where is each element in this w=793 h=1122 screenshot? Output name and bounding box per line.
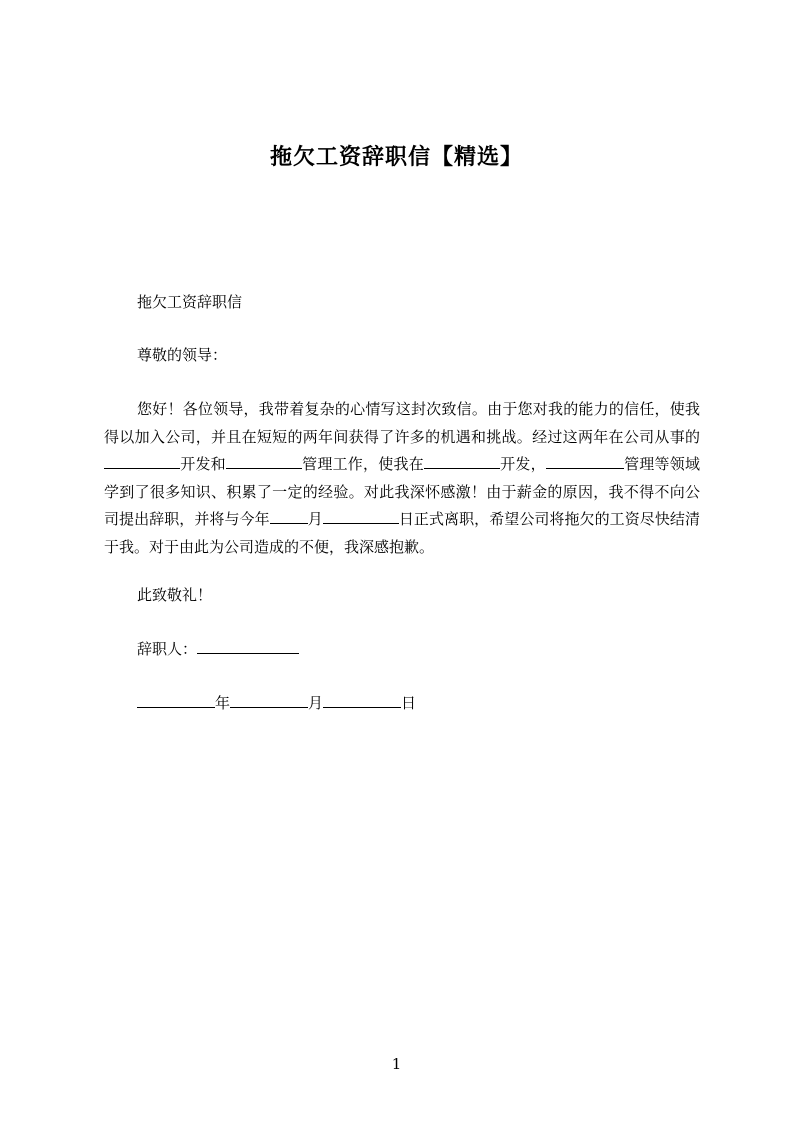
date-line (137, 692, 416, 713)
month-blank (230, 693, 308, 708)
salutation: 尊敬的领导： (137, 346, 228, 364)
date-year-label: 年 (215, 694, 231, 712)
blank-field (104, 454, 180, 469)
body-text-7: 日正式离职，希望公司将拖欠的工资尽快结清于我。对于由此为公司造成的不便，我深感抱歉。 (104, 510, 700, 556)
body-text-6: 月 (307, 510, 323, 528)
date-day-label: 日 (401, 694, 417, 712)
signature-label: 辞职人： (137, 640, 198, 658)
date-month-label: 月 (308, 694, 324, 712)
document-title: 拖欠工资辞职信【精选】 (269, 145, 523, 170)
blank-field (546, 454, 624, 469)
page-number: 1 (391, 1055, 402, 1073)
signature-blank (197, 639, 299, 654)
blank-field (323, 509, 399, 524)
body-text-2: 开发和 (180, 455, 226, 473)
blank-field (270, 509, 308, 524)
body-text-1: 您好！各位领导，我带着复杂的心情写这封次致信。由于您对我的能力的信任，使我得以加入公司，并且在短短的两年间获得了许多的机遇和挑战。经过这两年在公司从事的 (104, 400, 700, 446)
letter-subtitle: 拖欠工资辞职信 (137, 293, 243, 311)
day-blank (323, 693, 401, 708)
body-text-4: 开发， (499, 455, 546, 473)
signature-line (137, 638, 299, 659)
closing: 此致敬礼！ (137, 586, 213, 604)
body-text-3: 管理工作，使我在 (301, 455, 424, 473)
blank-field (226, 454, 302, 469)
year-blank (137, 693, 215, 708)
blank-field (424, 454, 500, 469)
body-text-5: 管理等领域学到了很多知识、积累了一定的经验。对此我深怀感激！由于薪金的原因，我不得不向公司提出辞职，并将与今年 (104, 455, 700, 528)
letter-body (104, 396, 700, 561)
